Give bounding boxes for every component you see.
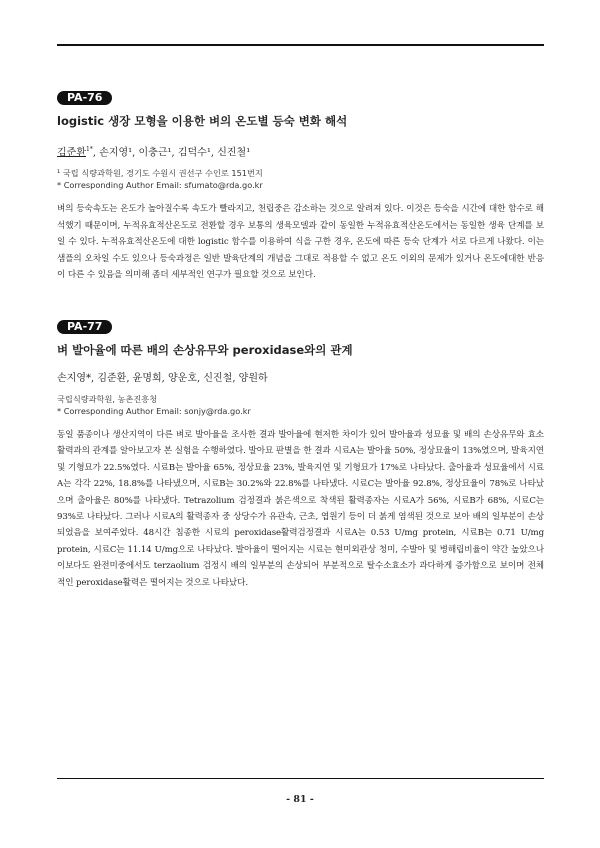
corresponding-email: * Corresponding Author Email: sonjy@rda.go.kr <box>57 406 251 416</box>
abstract-pa76 <box>57 86 544 283</box>
presenting-author: 김준환 <box>57 147 86 159</box>
author-list <box>57 143 544 159</box>
abstract-pa77 <box>57 315 544 591</box>
abstract-title: logistic 생장 모형을 이용한 벼의 온도별 등숙 변화 해석 <box>57 114 348 128</box>
affiliation: ¹ 국립 식량과학원, 경기도 수원시 권선구 수인로 151번지 <box>57 168 263 179</box>
author-mark: 1* <box>85 146 93 153</box>
page-number: - 81 - <box>286 794 314 805</box>
abstract-body: 동일 품종이나 생산지역이 다른 벼로 발아율을 조사한 결과 발아율에 현저한 차이가 있어 발아율과 성묘율 및 배의 손상유무와 효소활력과의 관계를 알아보고자 본 실험을 수행하였다. 발아묘 판별을 한 결과 시료A는 발아율 50%, 정상묘율이 13%였으며, 발육지연 및 기형묘가 22.5%였다. 시료B는 발아율 65%, 정상묘율 23%, 발육지연 및 기형묘가 17%로 나타났다. 출아율과 성묘율에서 시료A는 각각 22%, 18.8%를 나타냈으며, 시료B는 30.2%와 22.8%를 나타냈다. 시료C는 발아율 92.8%, 정상묘율이 78%로 나타났으며 출아율은 80%를 나타냈다. Tetrazolium 검정결과 붉은색으로 착색된 활력종자는 시료A가 56%, 시료B가 68%, 시료C는 93%로 나타났다. 그러나 시료A의 활력종자 중 상당수가 유관속, 근초, 엽원기 등이 더 붉게 염색된 것으로 보아 배의 일부분이 손상되었음을 보여주었다. 48시간 침종한 시료의 peroxidase활력검정결과 시료A는 0.53 U/mg protein, 시료B는 0.71 U/mg protein, 시료C는 11.14 U/mg으로 나타났다. 발아율이 떨어지는 시료는 현미외관상 청미, 수발아 및 병해립비율이 약간 높았으나 이보다도 완전미중에서도 terzaolium 검정시 배의 일부분의 손상되어 부분적으로 탈수소효소가 과다하게 증가함으로 보이며 전체적인 peroxidase활력은 떨어지는 것으로 나타났다. <box>57 430 544 588</box>
abstract-title: 벼 발아율에 따른 배의 손상유무와 peroxidase와의 관계 <box>57 343 353 357</box>
author-list: 손지영*, 김준환, 윤명희, 양운호, 신진철, 양원하 <box>57 373 268 384</box>
header-rule <box>57 44 544 46</box>
abstract-id-badge: PA-77 <box>57 320 112 334</box>
abstract-id-badge: PA-76 <box>57 91 112 105</box>
other-authors: , 손지영¹, 이충근¹, 김덕수¹, 신진철¹ <box>92 147 251 159</box>
corresponding-email: * Corresponding Author Email: sfumato@rda.go.kr <box>57 180 263 191</box>
footer-rule <box>57 778 544 779</box>
affiliation: 국립식량과학원, 농촌진흥청 <box>57 394 158 404</box>
abstract-body: 벼의 등숙속도는 온도가 높아질수록 속도가 빨라지고, 천립중은 감소하는 것으로 알려져 있다. 이것은 등숙을 시간에 대한 함수로 해석했기 때문이며, 누적유효적산온도로 전환할 경우 보통의 생육모델과 같이 동일한 누적유효적산온도에서는 동일한 생육 단계를 보일 수 있다. 누적유효적산온도에 대한 logistic 함수를 이용하여 식을 구한 경우, 온도에 따른 등숙 단계가 서로 다르게 나왔다. 이는 샘플의 오차일 수도 있으나 등숙과정은 일반 발육단계의 개념을 그대로 적용할 수 없고 온도 이외의 문제가 있거나 온도에대한 반응이 다른 수 있음을 의미해 좀더 세부적인 연구가 필요할 것으로 보인다. <box>57 204 544 280</box>
